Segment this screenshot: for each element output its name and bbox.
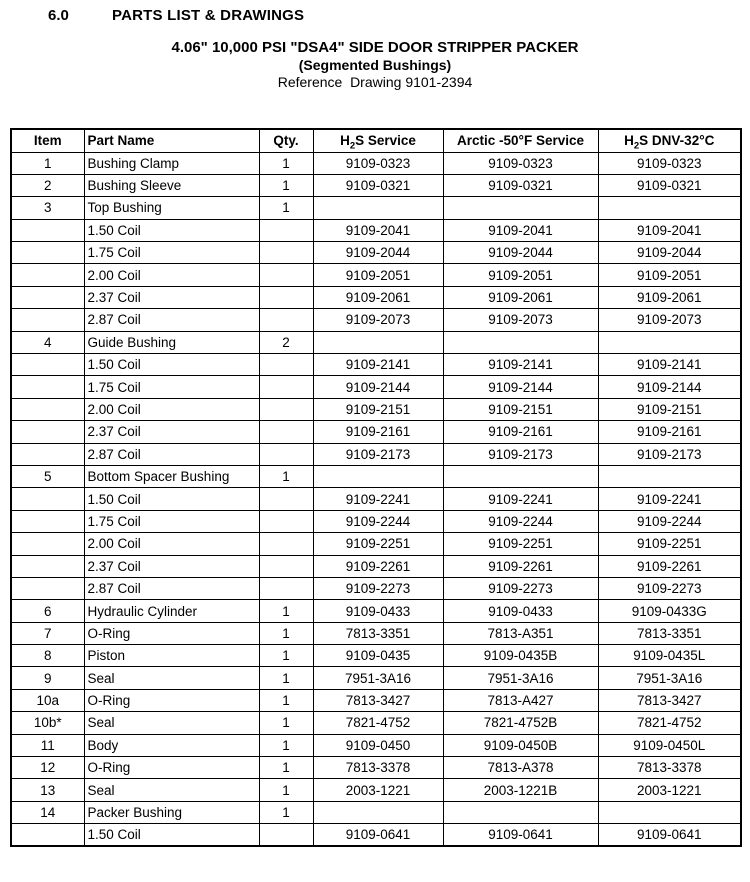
section-header xyxy=(0,0,750,25)
cell-part-name: 1.50 Coil xyxy=(84,354,259,376)
cell-part-name: 2.37 Coil xyxy=(84,421,259,443)
table-row xyxy=(11,331,741,353)
cell-arctic-service: 9109-2141 xyxy=(443,354,598,376)
cell-h2s-service: 9109-2273 xyxy=(313,577,443,599)
cell-item: 13 xyxy=(11,779,84,801)
cell-arctic-service: 7821-4752B xyxy=(443,712,598,734)
cell-h2s-dnv: 9109-2151 xyxy=(598,398,741,420)
cell-qty xyxy=(259,264,313,286)
table-row xyxy=(11,645,741,667)
cell-part-name: 1.50 Coil xyxy=(84,488,259,510)
table-row xyxy=(11,667,741,689)
cell-arctic-service: 9109-0641 xyxy=(443,824,598,846)
cell-h2s-dnv: 9109-2044 xyxy=(598,242,741,264)
cell-h2s-service xyxy=(313,465,443,487)
cell-arctic-service: 9109-0323 xyxy=(443,152,598,174)
cell-item: 5 xyxy=(11,465,84,487)
cell-part-name: Seal xyxy=(84,667,259,689)
cell-part-name: 2.87 Coil xyxy=(84,443,259,465)
cell-part-name: Body xyxy=(84,734,259,756)
table-row xyxy=(11,712,741,734)
cell-part-name: Bushing Clamp xyxy=(84,152,259,174)
cell-part-name: 2.87 Coil xyxy=(84,577,259,599)
cell-h2s-service: 7821-4752 xyxy=(313,712,443,734)
cell-h2s-service: 9109-2241 xyxy=(313,488,443,510)
cell-h2s-dnv: 9109-0321 xyxy=(598,174,741,196)
cell-h2s-service: 9109-0641 xyxy=(313,824,443,846)
h2s-service-prefix: H xyxy=(340,133,350,149)
cell-h2s-dnv: 9109-0450L xyxy=(598,734,741,756)
cell-h2s-service xyxy=(313,331,443,353)
cell-h2s-service: 7813-3351 xyxy=(313,622,443,644)
column-header-item: Item xyxy=(11,129,84,152)
cell-qty xyxy=(259,421,313,443)
cell-h2s-dnv: 9109-2073 xyxy=(598,309,741,331)
cell-arctic-service: 9109-2073 xyxy=(443,309,598,331)
cell-arctic-service: 9109-2041 xyxy=(443,219,598,241)
cell-qty xyxy=(259,376,313,398)
table-row xyxy=(11,421,741,443)
cell-part-name: 1.75 Coil xyxy=(84,376,259,398)
table-row xyxy=(11,174,741,196)
cell-h2s-service: 9109-0321 xyxy=(313,174,443,196)
cell-arctic-service: 9109-2244 xyxy=(443,510,598,532)
cell-part-name: Piston xyxy=(84,645,259,667)
cell-h2s-service: 9109-2051 xyxy=(313,264,443,286)
cell-h2s-service: 9109-2144 xyxy=(313,376,443,398)
cell-item: 12 xyxy=(11,757,84,779)
cell-item xyxy=(11,219,84,241)
cell-h2s-dnv: 9109-2041 xyxy=(598,219,741,241)
cell-h2s-service: 9109-0450 xyxy=(313,734,443,756)
cell-arctic-service: 2003-1221B xyxy=(443,779,598,801)
cell-h2s-dnv: 9109-2173 xyxy=(598,443,741,465)
table-row xyxy=(11,309,741,331)
cell-part-name: 2.37 Coil xyxy=(84,286,259,308)
parts-table-body xyxy=(11,152,741,846)
cell-h2s-dnv: 9109-2144 xyxy=(598,376,741,398)
cell-qty xyxy=(259,398,313,420)
cell-h2s-dnv: 7813-3351 xyxy=(598,622,741,644)
cell-item xyxy=(11,510,84,532)
cell-item xyxy=(11,533,84,555)
cell-h2s-dnv: 9109-2251 xyxy=(598,533,741,555)
cell-h2s-dnv xyxy=(598,331,741,353)
cell-item: 6 xyxy=(11,600,84,622)
cell-h2s-dnv: 9109-2161 xyxy=(598,421,741,443)
cell-h2s-service: 9109-2173 xyxy=(313,443,443,465)
column-header-part-name: Part Name xyxy=(84,129,259,152)
h2s-dnv-subscript: 2 xyxy=(633,140,640,152)
table-row xyxy=(11,689,741,711)
cell-item xyxy=(11,376,84,398)
cell-arctic-service: 7813-A427 xyxy=(443,689,598,711)
h2s-dnv-prefix: H xyxy=(624,133,634,149)
cell-arctic-service: 9109-2173 xyxy=(443,443,598,465)
cell-item: 10b* xyxy=(11,712,84,734)
table-row xyxy=(11,152,741,174)
cell-arctic-service: 9109-0450B xyxy=(443,734,598,756)
column-header-h2s-dnv xyxy=(598,129,741,152)
cell-arctic-service: 9109-0435B xyxy=(443,645,598,667)
cell-qty: 1 xyxy=(259,801,313,823)
cell-h2s-dnv: 9109-2261 xyxy=(598,555,741,577)
cell-qty: 1 xyxy=(259,174,313,196)
cell-item xyxy=(11,286,84,308)
column-header-h2s-service xyxy=(313,129,443,152)
table-row xyxy=(11,488,741,510)
cell-h2s-service: 7951-3A16 xyxy=(313,667,443,689)
cell-item: 3 xyxy=(11,197,84,219)
table-row xyxy=(11,510,741,532)
cell-item xyxy=(11,354,84,376)
table-row xyxy=(11,465,741,487)
section-number: 6.0 xyxy=(48,7,69,24)
cell-item: 7 xyxy=(11,622,84,644)
title-block xyxy=(0,39,750,91)
cell-arctic-service xyxy=(443,801,598,823)
cell-arctic-service: 9109-0433 xyxy=(443,600,598,622)
cell-h2s-dnv: 9109-2241 xyxy=(598,488,741,510)
table-row xyxy=(11,824,741,846)
cell-h2s-dnv: 9109-0323 xyxy=(598,152,741,174)
cell-item: 10a xyxy=(11,689,84,711)
table-header-row xyxy=(11,129,741,152)
table-row xyxy=(11,779,741,801)
table-row xyxy=(11,555,741,577)
cell-h2s-dnv: 9109-2273 xyxy=(598,577,741,599)
cell-qty: 1 xyxy=(259,757,313,779)
cell-qty: 1 xyxy=(259,152,313,174)
cell-h2s-dnv: 9109-2051 xyxy=(598,264,741,286)
cell-qty xyxy=(259,533,313,555)
cell-h2s-dnv xyxy=(598,801,741,823)
cell-qty: 1 xyxy=(259,622,313,644)
cell-arctic-service: 9109-2251 xyxy=(443,533,598,555)
table-row xyxy=(11,734,741,756)
document-title: 4.06" 10,000 PSI "DSA4" SIDE DOOR STRIPPER PACKER xyxy=(171,39,579,56)
cell-item: 8 xyxy=(11,645,84,667)
table-row xyxy=(11,622,741,644)
cell-part-name: 1.75 Coil xyxy=(84,510,259,532)
cell-h2s-service: 9109-2251 xyxy=(313,533,443,555)
cell-part-name: Guide Bushing xyxy=(84,331,259,353)
cell-item xyxy=(11,824,84,846)
cell-h2s-service: 9109-2041 xyxy=(313,219,443,241)
cell-arctic-service: 9109-0321 xyxy=(443,174,598,196)
cell-qty xyxy=(259,219,313,241)
cell-h2s-service: 9109-2261 xyxy=(313,555,443,577)
cell-h2s-service: 7813-3427 xyxy=(313,689,443,711)
cell-h2s-dnv: 9109-2141 xyxy=(598,354,741,376)
cell-item xyxy=(11,555,84,577)
cell-part-name: Top Bushing xyxy=(84,197,259,219)
cell-h2s-service: 2003-1221 xyxy=(313,779,443,801)
cell-qty xyxy=(259,443,313,465)
cell-part-name: Hydraulic Cylinder xyxy=(84,600,259,622)
cell-qty: 1 xyxy=(259,197,313,219)
cell-item: 2 xyxy=(11,174,84,196)
cell-qty: 1 xyxy=(259,712,313,734)
cell-h2s-service: 9109-2244 xyxy=(313,510,443,532)
cell-part-name: O-Ring xyxy=(84,757,259,779)
cell-part-name: 1.50 Coil xyxy=(84,219,259,241)
table-row xyxy=(11,443,741,465)
h2s-service-subscript: 2 xyxy=(349,140,356,152)
table-row xyxy=(11,286,741,308)
cell-qty xyxy=(259,242,313,264)
cell-h2s-service: 9109-2141 xyxy=(313,354,443,376)
table-row xyxy=(11,219,741,241)
cell-h2s-dnv: 7821-4752 xyxy=(598,712,741,734)
table-row xyxy=(11,600,741,622)
cell-h2s-dnv: 7813-3378 xyxy=(598,757,741,779)
cell-part-name: Packer Bushing xyxy=(84,801,259,823)
cell-qty: 1 xyxy=(259,667,313,689)
cell-qty: 1 xyxy=(259,734,313,756)
cell-h2s-dnv: 7813-3427 xyxy=(598,689,741,711)
cell-qty xyxy=(259,309,313,331)
document-subtitle: (Segmented Bushings) xyxy=(298,57,452,73)
cell-part-name: 2.00 Coil xyxy=(84,264,259,286)
cell-arctic-service: 9109-2261 xyxy=(443,555,598,577)
cell-arctic-service: 9109-2051 xyxy=(443,264,598,286)
cell-part-name: Seal xyxy=(84,779,259,801)
cell-arctic-service: 9109-2061 xyxy=(443,286,598,308)
cell-qty: 1 xyxy=(259,689,313,711)
cell-arctic-service: 9109-2044 xyxy=(443,242,598,264)
cell-qty xyxy=(259,354,313,376)
cell-item xyxy=(11,309,84,331)
cell-h2s-service: 9109-0435 xyxy=(313,645,443,667)
cell-item xyxy=(11,443,84,465)
column-header-qty: Qty. xyxy=(259,129,313,152)
cell-h2s-service: 9109-2073 xyxy=(313,309,443,331)
table-row xyxy=(11,398,741,420)
cell-qty: 1 xyxy=(259,645,313,667)
cell-h2s-dnv: 9109-0435L xyxy=(598,645,741,667)
cell-h2s-dnv xyxy=(598,197,741,219)
cell-item xyxy=(11,264,84,286)
cell-part-name: 2.00 Coil xyxy=(84,533,259,555)
cell-part-name: Bushing Sleeve xyxy=(84,174,259,196)
table-row xyxy=(11,757,741,779)
cell-item: 4 xyxy=(11,331,84,353)
cell-part-name: 2.37 Coil xyxy=(84,555,259,577)
cell-part-name: 1.75 Coil xyxy=(84,242,259,264)
cell-qty xyxy=(259,555,313,577)
cell-qty xyxy=(259,577,313,599)
cell-h2s-service: 9109-2044 xyxy=(313,242,443,264)
cell-qty xyxy=(259,824,313,846)
cell-part-name: Seal xyxy=(84,712,259,734)
cell-item xyxy=(11,577,84,599)
table-row xyxy=(11,376,741,398)
cell-item: 11 xyxy=(11,734,84,756)
cell-h2s-dnv: 9109-0641 xyxy=(598,824,741,846)
cell-item xyxy=(11,421,84,443)
cell-h2s-dnv: 9109-2244 xyxy=(598,510,741,532)
table-row xyxy=(11,242,741,264)
cell-h2s-service xyxy=(313,197,443,219)
table-row xyxy=(11,533,741,555)
cell-qty: 1 xyxy=(259,779,313,801)
cell-h2s-dnv: 2003-1221 xyxy=(598,779,741,801)
cell-qty xyxy=(259,286,313,308)
table-row xyxy=(11,197,741,219)
cell-item: 14 xyxy=(11,801,84,823)
cell-qty xyxy=(259,488,313,510)
cell-h2s-service: 9109-0323 xyxy=(313,152,443,174)
cell-h2s-service xyxy=(313,801,443,823)
cell-part-name: 2.87 Coil xyxy=(84,309,259,331)
cell-h2s-dnv xyxy=(598,465,741,487)
cell-part-name: O-Ring xyxy=(84,622,259,644)
cell-h2s-service: 9109-2161 xyxy=(313,421,443,443)
table-row xyxy=(11,264,741,286)
cell-arctic-service xyxy=(443,465,598,487)
cell-h2s-service: 9109-0433 xyxy=(313,600,443,622)
cell-qty xyxy=(259,510,313,532)
cell-arctic-service: 9109-2241 xyxy=(443,488,598,510)
table-row xyxy=(11,577,741,599)
cell-item: 1 xyxy=(11,152,84,174)
cell-h2s-service: 9109-2061 xyxy=(313,286,443,308)
cell-h2s-service: 7813-3378 xyxy=(313,757,443,779)
cell-qty: 2 xyxy=(259,331,313,353)
cell-h2s-service: 9109-2151 xyxy=(313,398,443,420)
column-header-arctic-service: Arctic -50°F Service xyxy=(443,129,598,152)
cell-item xyxy=(11,488,84,510)
cell-h2s-dnv: 7951-3A16 xyxy=(598,667,741,689)
h2s-service-suffix: S Service xyxy=(355,133,416,149)
cell-part-name: 2.00 Coil xyxy=(84,398,259,420)
cell-part-name: O-Ring xyxy=(84,689,259,711)
reference-drawing: Reference Drawing 9101-2394 xyxy=(277,74,473,90)
cell-arctic-service xyxy=(443,331,598,353)
table-row xyxy=(11,354,741,376)
cell-item xyxy=(11,398,84,420)
cell-arctic-service: 9109-2144 xyxy=(443,376,598,398)
section-title: PARTS LIST & DRAWINGS xyxy=(112,7,305,24)
cell-arctic-service: 7813-A378 xyxy=(443,757,598,779)
table-row xyxy=(11,801,741,823)
cell-arctic-service: 9109-2161 xyxy=(443,421,598,443)
cell-arctic-service: 9109-2273 xyxy=(443,577,598,599)
cell-part-name: 1.50 Coil xyxy=(84,824,259,846)
cell-arctic-service xyxy=(443,197,598,219)
cell-qty: 1 xyxy=(259,600,313,622)
cell-arctic-service: 7951-3A16 xyxy=(443,667,598,689)
cell-item: 9 xyxy=(11,667,84,689)
cell-h2s-dnv: 9109-0433G xyxy=(598,600,741,622)
cell-arctic-service: 9109-2151 xyxy=(443,398,598,420)
h2s-dnv-suffix: S DNV-32°C xyxy=(639,133,715,149)
cell-h2s-dnv: 9109-2061 xyxy=(598,286,741,308)
cell-item xyxy=(11,242,84,264)
cell-part-name: Bottom Spacer Bushing xyxy=(84,465,259,487)
parts-table xyxy=(10,128,742,847)
cell-qty: 1 xyxy=(259,465,313,487)
cell-arctic-service: 7813-A351 xyxy=(443,622,598,644)
